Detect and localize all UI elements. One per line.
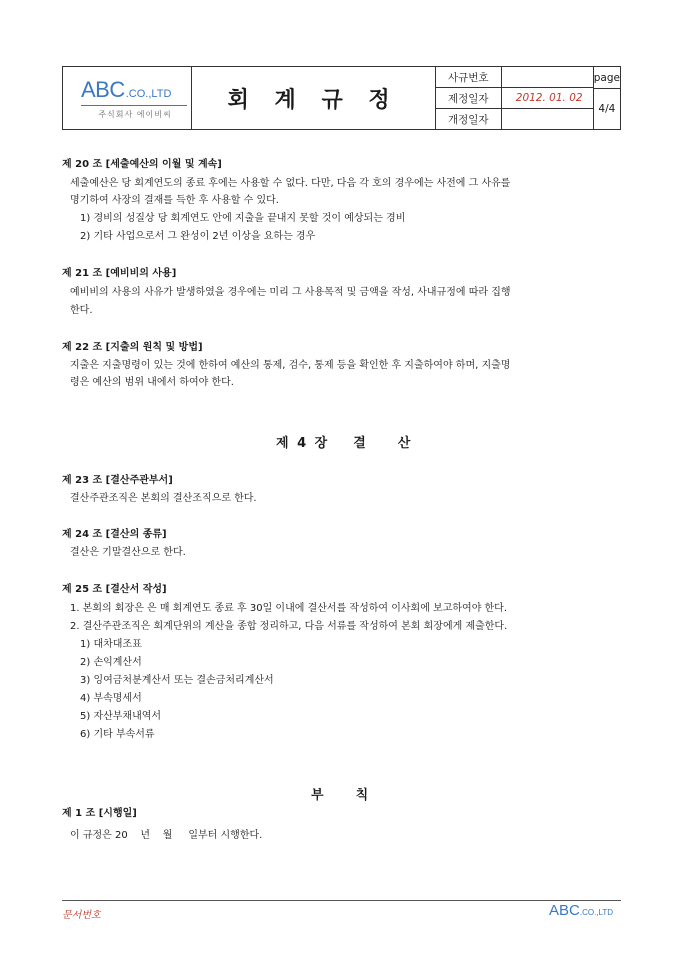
article-text-line: 1. 본회의 회장은 은 매 회계연도 종료 후 30일 이내에 결산서를 작성하여 이사회에 보고하여야 한다. xyxy=(70,603,508,614)
article-text-line: 명기하여 사장의 결재를 득한 후 사용할 수 있다. xyxy=(70,195,279,206)
list-item: 1) 대차대조표 xyxy=(80,639,142,650)
list-item: 1) 경비의 성질상 당 회계연도 안에 지출을 끝내지 못할 것이 예상되는 경비 xyxy=(80,213,406,224)
supplement-heading: 부 칙 xyxy=(311,788,371,803)
list-item: 2) 기타 사업으로서 그 완성이 2년 이상을 요하는 경우 xyxy=(80,231,316,242)
logo-brand: ABC xyxy=(81,77,125,102)
footer-logo-brand: ABC xyxy=(549,902,580,919)
article-title: 제 20 조 [세출예산의 이월 및 계속] xyxy=(62,159,222,170)
logo-underline xyxy=(81,105,187,106)
logo-subtitle: 주식회사 에이비씨 xyxy=(98,110,172,119)
company-logo xyxy=(63,67,192,129)
article-text-line: 예비비의 사용의 사유가 발생하였을 경우에는 미리 그 사용목적 및 금액을 작성, 사내규정에 따라 집행 xyxy=(70,287,511,298)
page-number: 4/4 xyxy=(598,103,616,115)
revise-date-value xyxy=(502,108,593,129)
page-cell xyxy=(594,67,620,129)
reg-no-label: 사규번호 xyxy=(447,71,489,84)
article-text-line: 결산주관조직은 본회의 결산조직으로 한다. xyxy=(70,493,257,504)
footer-logo-suffix: .CO.,LTD xyxy=(579,908,614,917)
meta-cell xyxy=(436,67,620,129)
article-text-line: 결산은 기말결산으로 한다. xyxy=(70,547,186,558)
article-text-line: 지출은 지출명령이 있는 것에 한하여 예산의 통제, 검수, 통제 등을 확인한 후 지출하여야 하며, 지출명 xyxy=(70,360,511,371)
footer-doc-number: 문서번호 xyxy=(62,910,101,921)
article-title: 제 1 조 [시행일] xyxy=(62,808,137,819)
list-item: 4) 부속명세서 xyxy=(80,693,142,704)
chapter-number: 제 4 장 xyxy=(276,436,330,451)
list-item: 3) 잉여금처분계산서 또는 결손금처리계산서 xyxy=(80,675,274,686)
footer-logo xyxy=(549,902,613,920)
article-text-line: 령은 예산의 범위 내에서 하여야 한다. xyxy=(70,377,234,388)
list-item: 2) 손익계산서 xyxy=(80,657,142,668)
article-title: 제 25 조 [결산서 작성] xyxy=(62,584,167,595)
article-title: 제 23 조 [결산주관부서] xyxy=(62,475,173,486)
article-text-line: 2. 결산주관조직은 회계단위의 계산을 종합 정리하고, 다음 서류를 작성하여 본회 회장에게 제출한다. xyxy=(70,621,508,632)
article-title: 제 24 조 [결산의 종류] xyxy=(62,529,167,540)
enact-date-label: 제정일자 xyxy=(436,87,501,108)
reg-no-value xyxy=(502,67,593,87)
list-item: 5) 자산부채내역서 xyxy=(80,711,162,722)
article-text-line: 세출예산은 당 회계연도의 종료 후에는 사용할 수 없다. 다만, 다음 각 호의 경우에는 사전에 그 사유를 xyxy=(70,178,511,189)
article-title: 제 22 조 [지출의 원칙 및 방법] xyxy=(62,342,203,353)
article-text-line: 한다. xyxy=(70,305,93,316)
logo-suffix: .CO.,LTD xyxy=(125,88,172,100)
article-text-line: 이 규정은 20 년 월 일부터 시행한다. xyxy=(70,830,263,841)
document-title: 회 계 규 정 xyxy=(227,87,399,113)
chapter-heading: 제 4 장 결 산 xyxy=(276,436,413,451)
document-header-table xyxy=(62,66,621,130)
title-cell xyxy=(192,67,436,129)
enact-date-value: 2012. 01. 02 xyxy=(502,87,593,108)
footer-divider xyxy=(62,900,621,901)
page-label: page xyxy=(594,67,620,89)
meta-values xyxy=(502,67,594,129)
meta-labels xyxy=(436,67,502,129)
revise-date-label: 개정일자 xyxy=(436,108,501,129)
list-item: 6) 기타 부속서류 xyxy=(80,729,155,740)
article-title: 제 21 조 [예비비의 사용] xyxy=(62,268,177,279)
